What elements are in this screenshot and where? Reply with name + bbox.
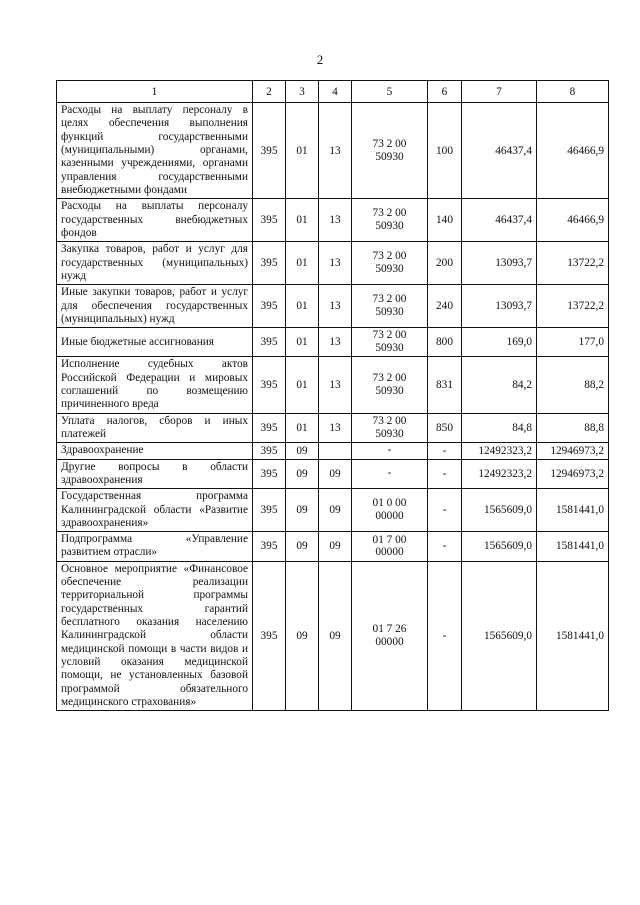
target-article-code (352, 328, 428, 357)
expense-type-code: 800 (428, 328, 462, 357)
subsection-code: 13 (319, 242, 352, 285)
table-row (57, 489, 609, 532)
table-row (57, 443, 609, 459)
amount-year-2: 46466,9 (537, 199, 609, 242)
table-row (57, 285, 609, 328)
expense-name: Исполнение судебных актов Российской Федерации и мировых соглашений по возмещению причиненного вреда (57, 357, 253, 413)
ministry-code: 395 (253, 443, 286, 459)
target-article-code-part2: 50930 (375, 342, 404, 355)
column-header: 3 (286, 81, 319, 103)
target-article-code (352, 413, 428, 443)
target-article-code-part1: 01 0 00 (372, 497, 407, 510)
target-article-code (352, 489, 428, 532)
amount-year-2: 1581441,0 (537, 489, 609, 532)
target-article-code (352, 285, 428, 328)
target-article-code-part2: 50930 (375, 306, 404, 319)
section-code: 01 (286, 242, 319, 285)
amount-year-1: 169,0 (462, 328, 537, 357)
expense-name: Уплата налогов, сборов и иных платежей (57, 413, 253, 443)
target-article-code-part1: - (387, 467, 392, 480)
target-article-code-part1: 73 2 00 (372, 371, 407, 384)
table-row (57, 103, 609, 199)
table-row (57, 561, 609, 711)
amount-year-1: 46437,4 (462, 199, 537, 242)
expense-type-code: - (428, 459, 462, 489)
target-article-code-part1: - (387, 444, 392, 457)
table-body (57, 103, 609, 711)
section-code: 01 (286, 285, 319, 328)
subsection-code: 09 (319, 459, 352, 489)
subsection-code: 13 (319, 357, 352, 413)
amount-year-2: 13722,2 (537, 285, 609, 328)
amount-year-1: 1565609,0 (462, 489, 537, 532)
table-header (57, 81, 609, 103)
amount-year-1: 1565609,0 (462, 532, 537, 562)
column-header: 4 (319, 81, 352, 103)
target-article-code (352, 357, 428, 413)
ministry-code: 395 (253, 242, 286, 285)
target-article-code-part2: 50930 (375, 220, 404, 233)
expense-type-code: 200 (428, 242, 462, 285)
column-header: 7 (462, 81, 537, 103)
ministry-code: 395 (253, 285, 286, 328)
target-article-code (352, 532, 428, 562)
column-header: 8 (537, 81, 609, 103)
target-article-code-part2: 00000 (375, 636, 404, 649)
expense-name: Подпрограмма «Управление развитием отрасли» (57, 532, 253, 562)
target-article-code (352, 443, 428, 459)
expense-type-code: - (428, 561, 462, 711)
target-article-code-part1: 01 7 26 (372, 623, 407, 636)
amount-year-1: 1565609,0 (462, 561, 537, 711)
section-code: 09 (286, 561, 319, 711)
subsection-code: 13 (319, 328, 352, 357)
amount-year-2: 46466,9 (537, 103, 609, 199)
section-code: 09 (286, 459, 319, 489)
target-article-code-part2: 00000 (375, 546, 404, 559)
amount-year-2: 88,2 (537, 357, 609, 413)
column-header: 5 (352, 81, 428, 103)
table-row (57, 242, 609, 285)
target-article-code-part1: 73 2 00 (372, 137, 407, 150)
amount-year-1: 12492323,2 (462, 443, 537, 459)
target-article-code-part2: 50930 (375, 384, 404, 397)
section-code: 09 (286, 532, 319, 562)
section-code: 09 (286, 489, 319, 532)
amount-year-1: 84,8 (462, 413, 537, 443)
target-article-code (352, 199, 428, 242)
table-row (57, 532, 609, 562)
ministry-code: 395 (253, 328, 286, 357)
expense-type-code: - (428, 489, 462, 532)
target-article-code-part1: 01 7 00 (372, 533, 407, 546)
subsection-code: 13 (319, 199, 352, 242)
amount-year-2: 88,8 (537, 413, 609, 443)
page-number: 2 (316, 52, 324, 67)
expense-name: Иные закупки товаров, работ и услуг для обеспечения государственных (муниципальных) нужд (57, 285, 253, 328)
ministry-code: 395 (253, 489, 286, 532)
subsection-code: 09 (319, 561, 352, 711)
amount-year-1: 46437,4 (462, 103, 537, 199)
expense-name: Здравоохранение (57, 443, 253, 459)
target-article-code (352, 242, 428, 285)
header-row (57, 81, 609, 103)
expense-name: Иные бюджетные ассигнования (57, 328, 253, 357)
ministry-code: 395 (253, 103, 286, 199)
amount-year-2: 177,0 (537, 328, 609, 357)
ministry-code: 395 (253, 199, 286, 242)
target-article-code-part2: 50930 (375, 427, 404, 440)
target-article-code-part1: 73 2 00 (372, 329, 407, 342)
expense-type-code: - (428, 443, 462, 459)
target-article-code-part1: 73 2 00 (372, 293, 407, 306)
table-row (57, 413, 609, 443)
expense-type-code: - (428, 532, 462, 562)
target-article-code-part1: 73 2 00 (372, 250, 407, 263)
expense-name: Закупка товаров, работ и услуг для государственных (муниципальных) нужд (57, 242, 253, 285)
ministry-code: 395 (253, 561, 286, 711)
target-article-code (352, 459, 428, 489)
target-article-code-part2: 00000 (375, 510, 404, 523)
column-header: 1 (57, 81, 253, 103)
target-article-code-part1: 73 2 00 (372, 414, 407, 427)
ministry-code: 395 (253, 459, 286, 489)
subsection-code: 09 (319, 532, 352, 562)
amount-year-1: 84,2 (462, 357, 537, 413)
expense-name: Основное мероприятие «Финансовое обеспечение реализации территориальной программы государственных гарантий бесплатного оказания населению Калининградской области медицинской помощи в части видов и условий оказания медицинской помощи, не установленных базовой программой обязательного медицинского страхования» (57, 561, 253, 711)
expense-type-code: 240 (428, 285, 462, 328)
expense-name: Другие вопросы в области здравоохранения (57, 459, 253, 489)
target-article-code (352, 561, 428, 711)
column-header: 2 (253, 81, 286, 103)
expense-name: Государственная программа Калининградской области «Развитие здравоохранения» (57, 489, 253, 532)
subsection-code (319, 443, 352, 459)
expense-name: Расходы на выплату персоналу в целях обеспечения выполнения функций государственными (муниципальными) органами, казенными учреждениями, органами управления государственными внебюджетными фондами (57, 103, 253, 199)
target-article-code-part2: 50930 (375, 263, 404, 276)
amount-year-2: 1581441,0 (537, 532, 609, 562)
table-row (57, 357, 609, 413)
expense-type-code: 100 (428, 103, 462, 199)
amount-year-1: 12492323,2 (462, 459, 537, 489)
section-code: 01 (286, 103, 319, 199)
ministry-code: 395 (253, 532, 286, 562)
subsection-code: 13 (319, 413, 352, 443)
section-code: 01 (286, 357, 319, 413)
subsection-code: 13 (319, 103, 352, 199)
amount-year-1: 13093,7 (462, 242, 537, 285)
expense-name: Расходы на выплаты персоналу государственных внебюджетных фондов (57, 199, 253, 242)
subsection-code: 13 (319, 285, 352, 328)
target-article-code-part1: 73 2 00 (372, 207, 407, 220)
table-row (57, 199, 609, 242)
amount-year-2: 12946973,2 (537, 443, 609, 459)
amount-year-1: 13093,7 (462, 285, 537, 328)
target-article-code (352, 103, 428, 199)
expense-type-code: 850 (428, 413, 462, 443)
section-code: 01 (286, 199, 319, 242)
section-code: 01 (286, 413, 319, 443)
table-row (57, 459, 609, 489)
budget-table (56, 80, 609, 711)
expense-type-code: 831 (428, 357, 462, 413)
target-article-code-part2: 50930 (375, 150, 404, 163)
amount-year-2: 1581441,0 (537, 561, 609, 711)
column-header: 6 (428, 81, 462, 103)
section-code: 09 (286, 443, 319, 459)
amount-year-2: 12946973,2 (537, 459, 609, 489)
ministry-code: 395 (253, 357, 286, 413)
table-row (57, 328, 609, 357)
amount-year-2: 13722,2 (537, 242, 609, 285)
section-code: 01 (286, 328, 319, 357)
subsection-code: 09 (319, 489, 352, 532)
ministry-code: 395 (253, 413, 286, 443)
expense-type-code: 140 (428, 199, 462, 242)
